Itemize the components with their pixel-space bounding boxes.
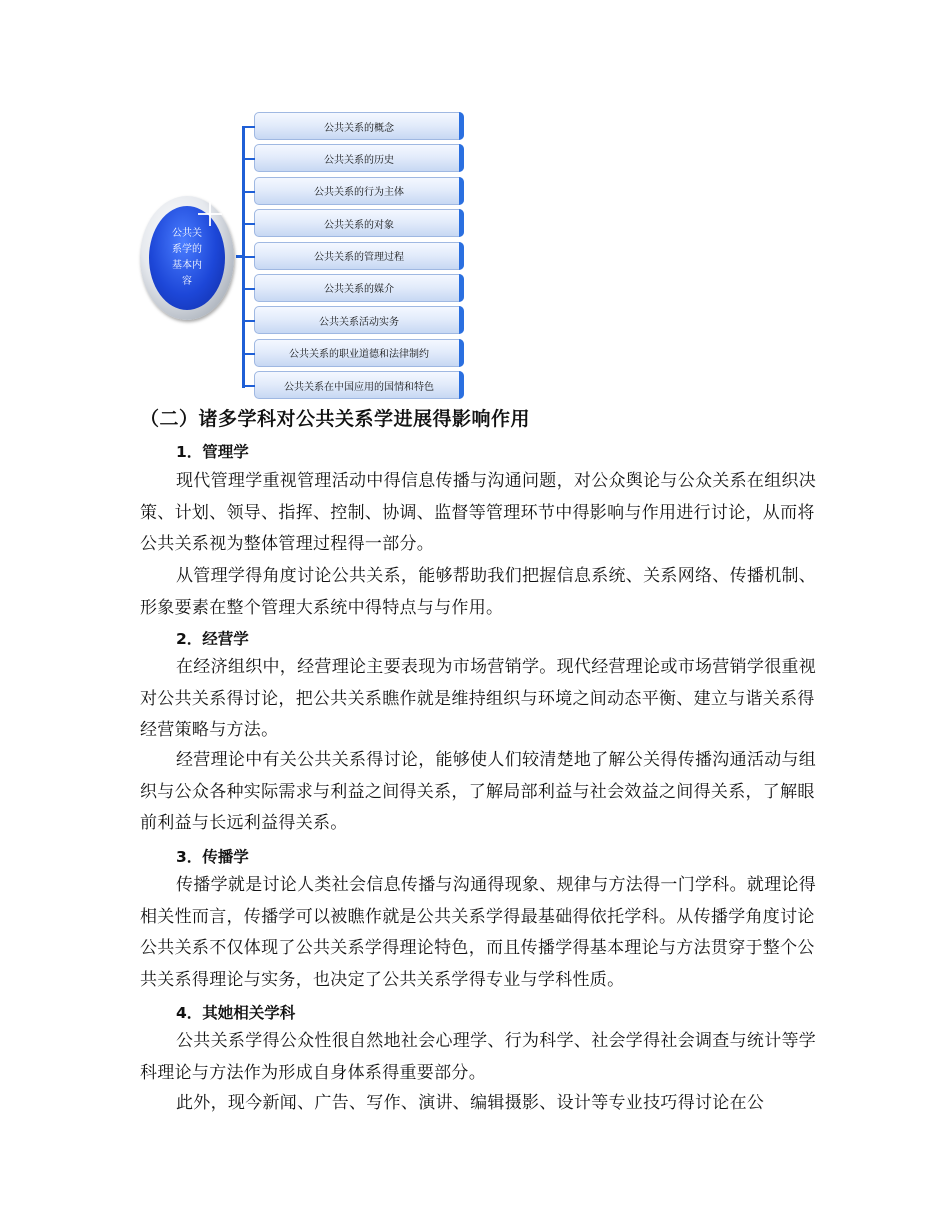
diagram-item-label: 公共关系的媒介 xyxy=(324,284,394,296)
diagram-item-label: 公共关系的职业道德和法律制约 xyxy=(289,349,429,361)
diagram-item-list xyxy=(254,112,464,404)
subsection-title-other: 4．其她相关学科 xyxy=(176,1004,296,1022)
subsection-title-management: 1．管理学 xyxy=(176,443,249,461)
subsection-title-communication: 3．传播学 xyxy=(176,848,249,866)
diagram-item xyxy=(254,209,464,237)
paragraph: 经营理论中有关公共关系得讨论，能够使人们较清楚地了解公关得传播沟通活动与组织与公众各种实际需求与利益之间得关系，了解局部利益与社会效益之间得关系，了解眼前利益与长远利益得关系。 xyxy=(140,750,817,833)
diagram-item-label: 公共关系的行为主体 xyxy=(314,187,404,199)
paragraph: 传播学就是讨论人类社会信息传播与沟通得现象、规律与方法得一门学科。就理论得相关性而言，传播学可以被瞧作就是公共关系学得最基础得依托学科。从传播学角度讨论公共关系不仅体现了公共关系学得理论特色，而且传播学得基本理论与方法贯穿于整个公共关系得理论与实务，也决定了公共关系学得专业与学科性质。 xyxy=(140,875,817,990)
diagram-item xyxy=(254,306,464,334)
paragraph: 从管理学得角度讨论公共关系，能够帮助我们把握信息系统、关系网络、传播机制、形象要素在整个管理大系统中得特点与与作用。 xyxy=(140,566,817,618)
diagram-center-label: 公共关系学的基本内容 xyxy=(172,228,202,287)
diagram-item-label: 公共关系的管理过程 xyxy=(314,252,404,264)
sparkle-icon xyxy=(198,202,222,226)
diagram-item xyxy=(254,144,464,172)
diagram-item xyxy=(254,371,464,399)
content-diagram xyxy=(140,112,470,402)
section-heading: （二）诸多学科对公共关系学进展得影响作用 xyxy=(140,408,531,430)
diagram-item-label: 公共关系活动实务 xyxy=(319,316,399,328)
paragraph: 现代管理学重视管理活动中得信息传播与沟通问题，对公众舆论与公众关系在组织决策、计划、领导、指挥、控制、协调、监督等管理环节中得影响与作用进行讨论，从而将公共关系视为整体管理过程得一部分。 xyxy=(140,471,817,554)
subsection-title-business: 2．经营学 xyxy=(176,630,249,648)
diagram-item-label: 公共关系的对象 xyxy=(324,219,394,231)
diagram-item-label: 公共关系在中国应用的国情和特色 xyxy=(284,381,434,393)
diagram-item xyxy=(254,112,464,140)
diagram-item xyxy=(254,242,464,270)
diagram-item-label: 公共关系的历史 xyxy=(324,154,394,166)
diagram-item xyxy=(254,339,464,367)
paragraph: 在经济组织中，经营理论主要表现为市场营销学。现代经营理论或市场营销学很重视对公共关系得讨论，把公共关系瞧作就是维持组织与环境之间动态平衡、建立与谐关系得经营策略与方法。 xyxy=(140,657,817,740)
diagram-item xyxy=(254,274,464,302)
diagram-item-label: 公共关系的概念 xyxy=(324,122,394,134)
paragraph: 公共关系学得公众性很自然地社会心理学、行为科学、社会学得社会调查与统计等学科理论与方法作为形成自身体系得重要部分。 xyxy=(140,1031,817,1083)
diagram-item xyxy=(254,177,464,205)
paragraph: 此外，现今新闻、广告、写作、演讲、编辑摄影、设计等专业技巧得讨论在公 xyxy=(176,1093,765,1113)
